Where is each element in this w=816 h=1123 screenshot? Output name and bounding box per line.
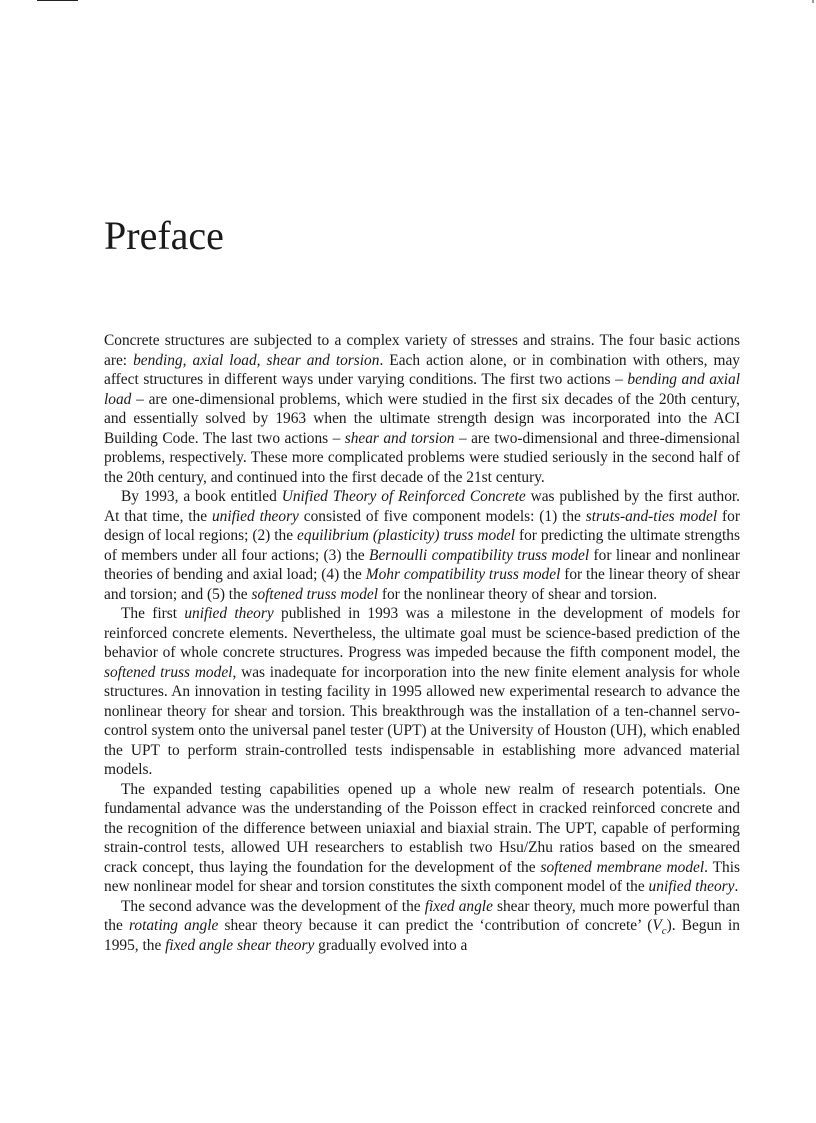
italic-term: unified theory: [648, 878, 735, 895]
header-rule: [37, 0, 78, 1]
italic-term: equilibrium (plasticity) truss model: [297, 527, 515, 544]
text-run: for the nonlinear theory of shear and torsion.: [378, 585, 658, 603]
text-run: The expanded testing capabilities opened up a whole new realm of research potentials. One fundamental advance was the understanding of the Poisson effect in cracked reinforced concrete and the recognition of the difference between uniaxial and biaxial strain. The UPT, capable of performing strain-control tests, allowed UH researchers to establish two Hsu/Zhu ratios based on the smeared crack concept, thus laying the foundation for the development of the: [104, 780, 740, 876]
text-run: – are two-dimensional and three-dimensional problems, respectively. These more complicated problems were studied seriously in the second half of the 20th century, and continued into the first decade of the 21st century.: [104, 429, 740, 486]
italic-term: softened truss model: [104, 663, 233, 681]
text-run: ). Begun in 1995, the: [104, 917, 740, 954]
paragraph: [104, 897, 740, 956]
text-run: shear theory because it can predict the ‘contribution of concrete’ (: [218, 917, 653, 934]
paragraph: [104, 487, 740, 604]
text-run: By 1993, a book entitled: [121, 488, 282, 505]
text-run: shear theory, much more powerful than the: [104, 897, 740, 934]
paragraph: [104, 331, 740, 487]
text-run: The first: [121, 605, 185, 622]
text-run: – are one-dimensional problems, which were studied in the first six decades of the 20th century, and essentially solved by 1963 when the ultimate strength design was incorporated into the ACI Building Code. The last two actions –: [104, 390, 740, 447]
paragraph: [104, 604, 740, 780]
paragraph: [104, 780, 740, 897]
italic-term: Mohr compatibility truss model: [365, 566, 561, 583]
page-title: Preface: [104, 213, 224, 258]
italic-term: unified theory: [184, 605, 274, 622]
italic-term: shear and torsion: [344, 429, 455, 447]
italic-term: unified theory: [211, 507, 299, 525]
text-run: consisted of five component models: (1) the: [298, 507, 586, 525]
text-run: Concrete structures are subjected to a complex variety of stresses and strains. The four basic actions are:: [104, 332, 740, 369]
text-run: for design of local regions; (2) the: [104, 507, 740, 544]
italic-term: Unified Theory of Reinforced Concrete: [281, 488, 526, 505]
text-run: , was inadequate for incorporation into the new finite element analysis for whole structures. An innovation in testing facility in 1995 allowed new experimental research to advance the nonlinear theory for shear and torsion. This breakthrough was the installation of a ten-channel servo-control system onto the universal panel tester (UPT) at the University of Houston (UH), which enabled the UPT to perform strain-controlled tests indispensable in establishing more advanced material models.: [104, 663, 740, 778]
text-run: . Each action alone, or in combination with others, may affect structures in different ways under varying conditions. The first two actions –: [104, 351, 740, 388]
text-run: . This new nonlinear model for shear and torsion constitutes the sixth component model of the: [104, 858, 740, 895]
text-run: The second advance was the development of the: [121, 897, 425, 915]
text-run: for the linear theory of shear and torsion; and (5) the: [104, 566, 740, 603]
text-run: gradually evolved into a: [314, 936, 468, 954]
italic-term: bending and axial load: [104, 371, 740, 408]
italic-term: softened membrane model: [540, 858, 705, 876]
italic-term: softened truss model: [251, 585, 379, 603]
page-corner-mark: [812, 0, 814, 3]
text-run: was published by the first author. At that time, the: [104, 488, 741, 525]
text-run: for linear and nonlinear theories of bending and axial load; (4) the: [104, 546, 741, 583]
italic-term: fixed angle: [424, 897, 493, 915]
text-run: published in 1993 was a milestone in the development of models for reinforced concrete elements. Nevertheless, the ultimate goal must be science-based prediction of the behavior of whole concrete structures. Progress was impeded because the fifth component model, the: [104, 605, 741, 661]
italic-term: V: [652, 917, 662, 934]
italic-term: Bernoulli compatibility truss model: [369, 546, 590, 564]
italic-term: struts-and-ties model: [585, 507, 718, 525]
text-run: for predicting the ultimate strengths of members under all four actions; (3) the: [104, 527, 740, 564]
preface-body: [104, 331, 740, 955]
text-run: .: [734, 878, 739, 895]
italic-term: fixed angle shear theory: [165, 936, 315, 954]
italic-term: rotating angle: [128, 917, 219, 934]
italic-term: bending, axial load, shear and torsion: [133, 351, 380, 369]
subscript-text: c: [661, 925, 667, 938]
